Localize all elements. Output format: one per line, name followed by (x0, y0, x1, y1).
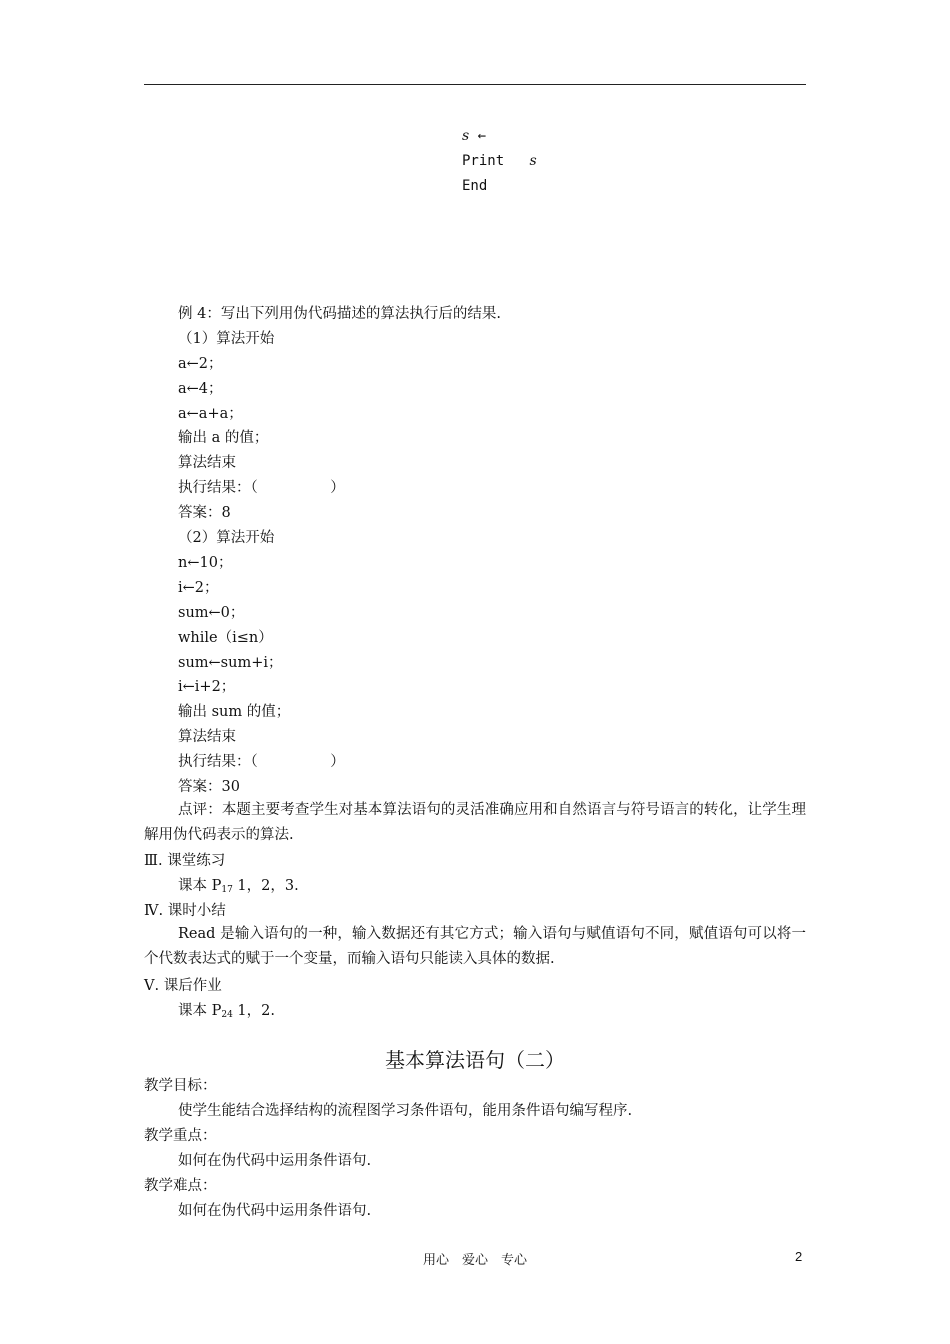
part1-start: （1）算法开始 (178, 331, 275, 347)
section4-title: Ⅳ. 课时小结 (144, 903, 226, 919)
part1-line2: a←4； (178, 381, 223, 397)
code-line-assign (462, 128, 486, 144)
part2-start: （2）算法开始 (178, 530, 275, 546)
key-label: 教学重点： (144, 1128, 217, 1144)
part2-output: 输出 sum 的值； (178, 704, 291, 720)
page-number: 2 (795, 1249, 803, 1264)
part2-answer: 答案：30 (178, 779, 240, 795)
part2-line6: i←i+2； (178, 679, 236, 695)
part1-result: 执行结果：（ ） (178, 480, 345, 496)
part1-output: 输出 a 的值； (178, 430, 269, 446)
arrow-symbol: ← (477, 128, 487, 144)
comment-paragraph: 点评：本题主要考查学生对基本算法语句的灵活准确应用和自然语言与符号语言的转化，让学生理解用伪代码表示的算法. (144, 802, 806, 843)
goal-text: 使学生能结合选择结构的流程图学习条件语句，能用条件语句编写程序. (178, 1103, 633, 1119)
difficulty-label: 教学难点： (144, 1178, 217, 1194)
lesson-heading: 基本算法语句（二） (385, 1048, 565, 1072)
goal-label: 教学目标： (144, 1078, 217, 1094)
section5-title: Ⅴ. 课后作业 (144, 978, 222, 994)
keyword-end: End (462, 178, 488, 194)
part2-line2: i←2； (178, 580, 219, 596)
section3-title: Ⅲ. 课堂练习 (144, 853, 226, 869)
part2-line4: while（i≤n） (178, 630, 273, 646)
var-s: s (529, 153, 537, 169)
footer-motto: 用心 爱心 专心 (422, 1253, 527, 1268)
part1-answer: 答案：8 (178, 505, 231, 521)
key-text: 如何在伪代码中运用条件语句. (178, 1153, 372, 1169)
example-title: 例 4：写出下列用伪代码描述的算法执行后的结果. (178, 306, 501, 322)
var-s: s (462, 128, 470, 144)
part1-line3: a←a+a； (178, 406, 243, 422)
part2-end: 算法结束 (178, 729, 236, 745)
code-line-end (462, 178, 487, 194)
part2-result: 执行结果：（ ） (178, 754, 345, 770)
section4-text: Read 是输入语句的一种，输入数据还有其它方式；输入语句与赋值语句不同，赋值语句可以将一个代数表达式的赋于一个变量，而输入语句只能读入具体的数据. (144, 926, 806, 967)
part1-end: 算法结束 (178, 455, 236, 471)
part1-line1: a←2； (178, 356, 223, 372)
part2-line5: sum←sum+i； (178, 655, 283, 671)
part2-line1: n←10； (178, 555, 233, 571)
difficulty-text: 如何在伪代码中运用条件语句. (178, 1203, 372, 1219)
keyword-print: Print (462, 153, 505, 169)
code-line-print (462, 153, 537, 169)
section5-text: 课本 $P_{24}$ 1，2. (178, 1003, 275, 1020)
header-rule (144, 84, 806, 85)
part2-line3: sum←0； (178, 605, 245, 621)
section3-text: 课本 $P_{17}$ 1，2，3. (178, 878, 299, 895)
